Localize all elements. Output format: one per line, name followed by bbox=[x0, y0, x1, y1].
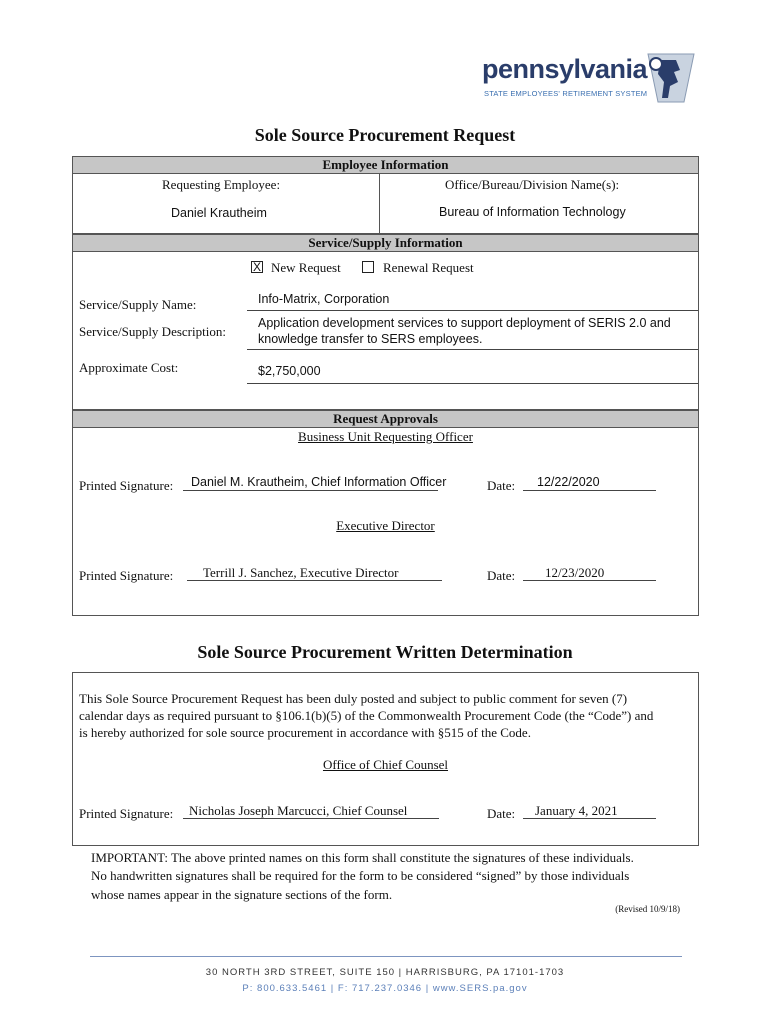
service-description-field[interactable] bbox=[247, 314, 698, 350]
new-request-label: New Request bbox=[271, 260, 341, 275]
footer-address: 30 NORTH 3RD STREET, SUITE 150 | HARRISBURG, PA 17101-1703 bbox=[205, 967, 565, 978]
renewal-request-checkbox[interactable] bbox=[362, 261, 374, 273]
keystone-icon bbox=[646, 52, 696, 104]
form-title: Sole Source Procurement Request bbox=[254, 125, 516, 145]
service-info-heading: Service/Supply Information bbox=[73, 235, 698, 252]
determination-line-3: is hereby authorized for sole source procurement in accordance with §515 of the Code. bbox=[79, 725, 531, 740]
director-date-value: 12/23/2020 bbox=[545, 565, 605, 580]
description-line-1: Application development services to support deployment of SERIS 2.0 and bbox=[258, 316, 671, 330]
important-line-2: No handwritten signatures shall be required for the form to be considered “signed” by those individuals bbox=[91, 868, 630, 883]
officer-signature-line[interactable] bbox=[183, 475, 447, 491]
office-label: Office/Bureau/Division Name(s): bbox=[445, 177, 620, 192]
approximate-cost-field[interactable]: $2,750,000 bbox=[247, 364, 698, 384]
requesting-employee-label: Requesting Employee: bbox=[162, 177, 281, 192]
director-date-label: Date: bbox=[487, 568, 516, 583]
approximate-cost-label: Approximate Cost: bbox=[79, 360, 179, 375]
determination-line-2: calendar days as required pursuant to §106.1(b)(5) of the Commonwealth Procurement Code (the “Code”) and bbox=[79, 708, 654, 723]
renewal-request-label: Renewal Request bbox=[383, 260, 474, 275]
officer-date-label: Date: bbox=[487, 478, 516, 493]
employee-info-box bbox=[72, 156, 699, 234]
revision-note: (Revised 10/9/18) bbox=[615, 904, 680, 914]
determination-line-1: This Sole Source Procurement Request has been duly posted and subject to public comment for seven (7) bbox=[79, 691, 628, 706]
new-request-checkbox[interactable]: X bbox=[252, 260, 261, 274]
important-line-1: IMPORTANT: The above printed names on this form shall constitute the signatures of these individuals. bbox=[91, 850, 634, 865]
chief-counsel-heading: Office of Chief Counsel bbox=[322, 757, 449, 772]
director-signature-value: Terrill J. Sanchez, Executive Director bbox=[203, 565, 399, 580]
director-date-line[interactable] bbox=[523, 566, 656, 581]
service-description-label: Service/Supply Description: bbox=[79, 324, 226, 339]
counsel-date-label: Date: bbox=[487, 806, 516, 821]
counsel-date-value: January 4, 2021 bbox=[535, 803, 618, 818]
footer-contact[interactable]: P: 800.633.5461 | F: 717.237.0346 | www.SERS.pa.gov bbox=[242, 983, 528, 994]
counsel-date-line[interactable] bbox=[523, 804, 656, 819]
employee-name-field[interactable]: Daniel Krautheim bbox=[171, 206, 267, 220]
officer-date-line[interactable] bbox=[523, 476, 656, 491]
service-name-field[interactable]: Info-Matrix, Corporation bbox=[247, 292, 698, 311]
office-name-field[interactable]: Bureau of Information Technology bbox=[439, 205, 626, 219]
requesting-officer-heading: Business Unit Requesting Officer bbox=[298, 429, 473, 444]
footer-divider bbox=[90, 956, 682, 957]
officer-signature-value: Daniel M. Krautheim, Chief Information Officer bbox=[191, 475, 447, 489]
director-signature-line[interactable] bbox=[187, 566, 442, 581]
column-divider bbox=[379, 174, 380, 233]
determination-title: Sole Source Procurement Written Determination bbox=[197, 642, 573, 662]
counsel-signature-label: Printed Signature: bbox=[79, 806, 174, 821]
service-name-label: Service/Supply Name: bbox=[79, 297, 197, 312]
officer-date-value: 12/22/2020 bbox=[537, 475, 600, 489]
counsel-signature-value: Nicholas Joseph Marcucci, Chief Counsel bbox=[189, 803, 408, 818]
director-signature-label: Printed Signature: bbox=[79, 568, 174, 583]
counsel-signature-line[interactable] bbox=[183, 804, 439, 819]
logo-wordmark: pennsylvania bbox=[482, 54, 648, 84]
description-line-2: knowledge transfer to SERS employees. bbox=[258, 332, 483, 346]
officer-signature-label: Printed Signature: bbox=[79, 478, 174, 493]
logo-subtitle: STATE EMPLOYEES' RETIREMENT SYSTEM bbox=[484, 89, 648, 98]
important-line-3: whose names appear in the signature sections of the form. bbox=[91, 887, 393, 902]
sers-logo bbox=[478, 50, 700, 106]
request-approvals-heading: Request Approvals bbox=[73, 411, 698, 428]
executive-director-heading: Executive Director bbox=[336, 518, 435, 533]
employee-info-heading: Employee Information bbox=[73, 157, 698, 174]
